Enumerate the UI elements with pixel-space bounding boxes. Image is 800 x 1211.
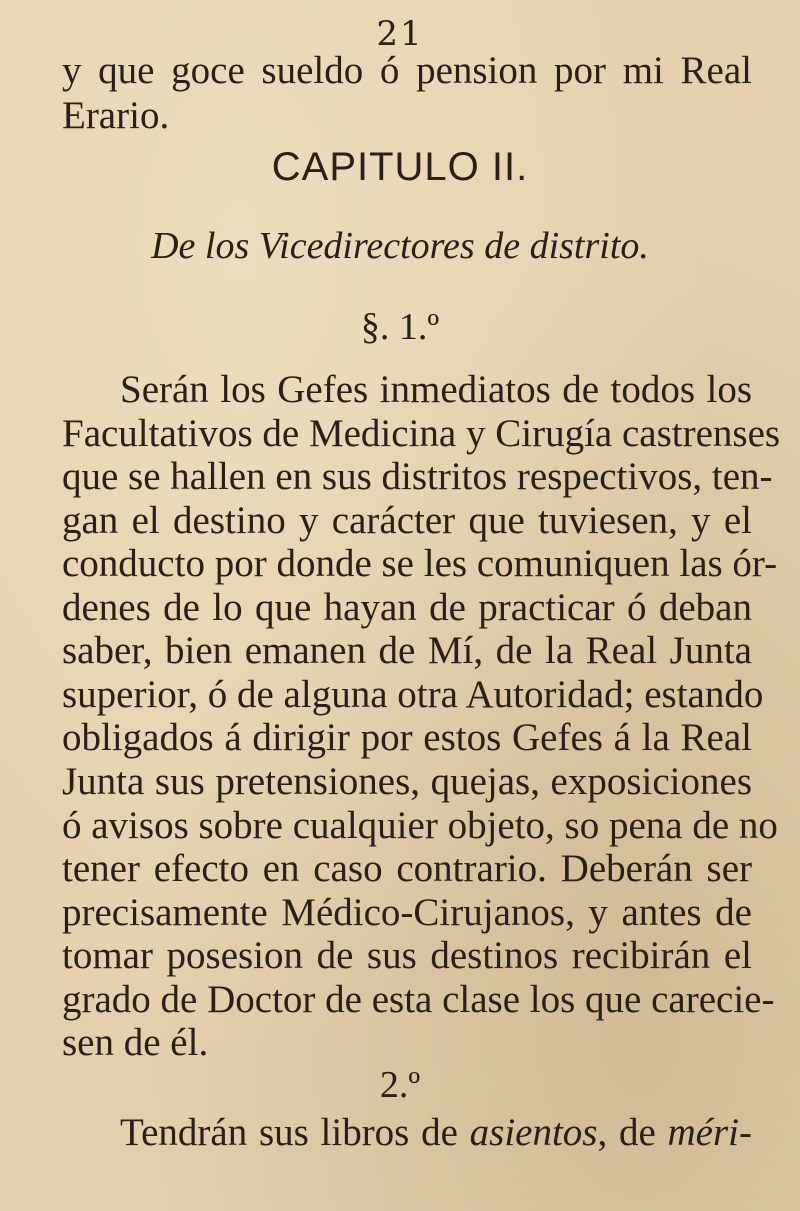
paragraph-line: sen de él. bbox=[62, 1021, 209, 1064]
paragraph-line: tomar posesion de sus destinos recibirán el bbox=[62, 934, 752, 977]
intro-line-2: Erario. bbox=[62, 94, 170, 137]
paragraph-line: obligados á dirigir por estos Gefes á la Real bbox=[62, 716, 752, 759]
paragraph-line: Facultativos de Medicina y Cirugía castrenses bbox=[62, 412, 781, 455]
paragraph-line: Junta sus pretensiones, quejas, exposiciones bbox=[62, 760, 752, 803]
section-1-heading: §. 1.º bbox=[360, 306, 440, 348]
chapter-title: CAPITULO II. bbox=[271, 145, 529, 189]
section-2-emphasis: asientos bbox=[469, 1111, 598, 1154]
paragraph-line: tener efecto en caso contrario. Deberán ser bbox=[62, 847, 752, 890]
paragraph-line: superior, ó de alguna otra Autoridad; estando bbox=[62, 673, 764, 716]
page-number: 21 bbox=[376, 14, 424, 54]
paragraph-line: conducto por donde se les comuniquen las ór- bbox=[62, 542, 778, 585]
subtitle-post: de distrito. bbox=[474, 225, 649, 267]
section-2-heading: 2.º bbox=[379, 1064, 421, 1106]
section-2-text: , de bbox=[597, 1111, 668, 1154]
paragraph-line: gan el destino y carácter que tuviesen, y el bbox=[62, 499, 752, 542]
paragraph-line: Serán los Gefes inmediatos de todos los bbox=[120, 368, 752, 411]
paragraph-line: ó avisos sobre cualquier objeto, so pena de no bbox=[62, 804, 778, 847]
paragraph-line: precisamente Médico-Cirujanos, y antes de bbox=[62, 891, 752, 934]
section-2-line bbox=[120, 1107, 752, 1159]
paragraph-line: que se hallen en sus distritos respectivos, ten- bbox=[62, 455, 773, 498]
paragraph-line: grado de Doctor de esta clase los que carecie- bbox=[62, 978, 775, 1021]
intro-line-1: y que goce sueldo ó pension por mi Real bbox=[62, 49, 752, 92]
paragraph-line: saber, bien emanen de Mí, de la Real Junta bbox=[62, 629, 752, 672]
chapter-subtitle bbox=[0, 222, 800, 270]
section-2-emphasis: méri- bbox=[667, 1111, 752, 1154]
subtitle-emphasis: Vicedirectores bbox=[258, 225, 475, 267]
subtitle-pre: De los bbox=[151, 225, 259, 267]
paragraph-line: denes de lo que hayan de practicar ó deban bbox=[62, 586, 752, 629]
section-2-text: Tendrán sus libros de bbox=[120, 1111, 470, 1154]
